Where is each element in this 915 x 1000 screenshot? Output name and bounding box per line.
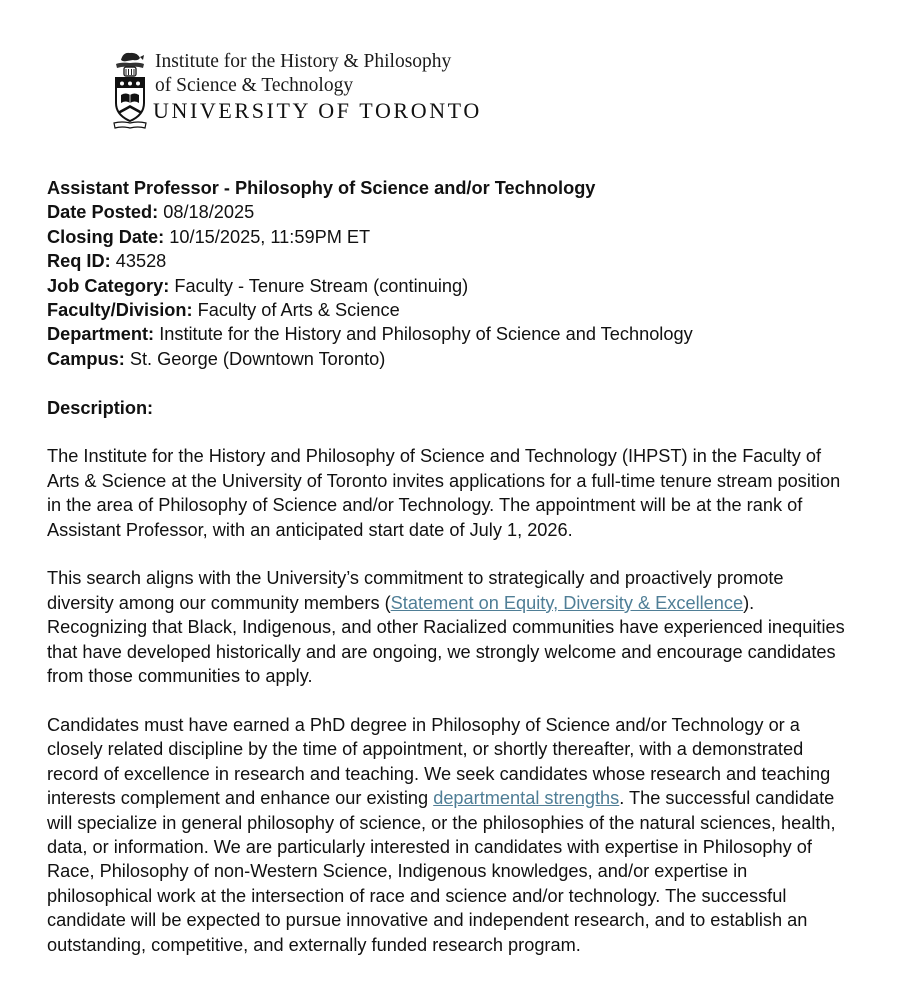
- university-name: UNIVERSITY OF TORONTO: [153, 98, 482, 123]
- meta-faculty-division: [47, 298, 847, 322]
- university-crest-icon: [113, 48, 147, 130]
- meta-value: Institute for the History and Philosophy of Science and Technology: [159, 324, 693, 345]
- institute-name-line2: of Science & Technology: [155, 75, 354, 96]
- job-metadata: [47, 200, 847, 371]
- meta-value: 10/15/2025, 11:59PM ET: [169, 226, 371, 247]
- institute-header: [113, 48, 513, 133]
- meta-value: Faculty of Arts & Science: [197, 300, 400, 321]
- meta-value: St. George (Downtown Toronto): [129, 348, 386, 369]
- equity-statement-link[interactable]: Statement on Equity, Diversity & Excellence: [390, 592, 744, 613]
- meta-label: Req ID:: [47, 251, 111, 272]
- meta-label: Faculty/Division:: [47, 300, 193, 321]
- meta-value: 08/18/2025: [163, 202, 255, 223]
- meta-label: Department:: [47, 324, 155, 345]
- meta-value: 43528: [115, 251, 167, 272]
- meta-label: Job Category:: [47, 275, 170, 296]
- paragraph-text: This search aligns with the University’s commitment to strategically and proactively promote diversity among our community members (: [47, 568, 784, 613]
- meta-req-id: [47, 249, 847, 273]
- meta-department: [47, 322, 847, 346]
- paragraph-text: . The successful candidate will specialize in general philosophy of science, or the philosophies of the natural sciences, health, data, or information. We are particularly interested in candidates with expertise in Philosophy of Race, Philosophy of non-Western Science, Indigenous knowledges, and/or expertise in philosophical work at the intersection of race and science and/or technology. The successful candidate will be expected to pursue innovative and independent research, and to establish an outstanding, competitive, and externally funded research program.: [47, 788, 836, 955]
- institute-name-line1: Institute for the History & Philosophy: [155, 51, 452, 72]
- meta-value: Faculty - Tenure Stream (continuing): [174, 275, 469, 296]
- paragraph-text: Candidates must have earned a PhD degree in Philosophy of Science and/or Technology or a closely related discipline by the time of appointment, or shortly thereafter, with a demonstrated record of excellence in research and teaching. We seek candidates whose research and teaching interests complement and enhance our existing: [47, 714, 831, 809]
- description-paragraph-1: The Institute for the History and Philosophy of Science and Technology (IHPST) in the Faculty of Arts & Science at the University of Toronto invites applications for a full-time tenure stream position in the area of Philosophy of Science and/or Technology. The appointment will be at the rank of Assistant Professor, with an anticipated start date of July 1, 2026.: [47, 446, 841, 540]
- meta-label: Campus:: [47, 348, 125, 369]
- paragraph-text: ). Recognizing that Black, Indigenous, and other Racialized communities have experienced inequities that have developed historically and are ongoing, we strongly welcome and encourage candidates from those communities to apply.: [47, 592, 845, 687]
- meta-label: Closing Date:: [47, 226, 165, 247]
- description-paragraph-3: [47, 713, 847, 957]
- job-title: Assistant Professor - Philosophy of Science and/or Technology: [47, 178, 596, 198]
- departmental-strengths-link[interactable]: departmental strengths: [433, 788, 620, 809]
- meta-campus: [47, 347, 847, 371]
- meta-job-category: [47, 274, 847, 298]
- description-heading: Description:: [47, 397, 154, 418]
- job-posting: [47, 176, 847, 957]
- meta-label: Date Posted:: [47, 202, 159, 223]
- description-paragraph-2: [47, 566, 847, 688]
- meta-closing-date: [47, 225, 847, 249]
- meta-date-posted: [47, 200, 847, 224]
